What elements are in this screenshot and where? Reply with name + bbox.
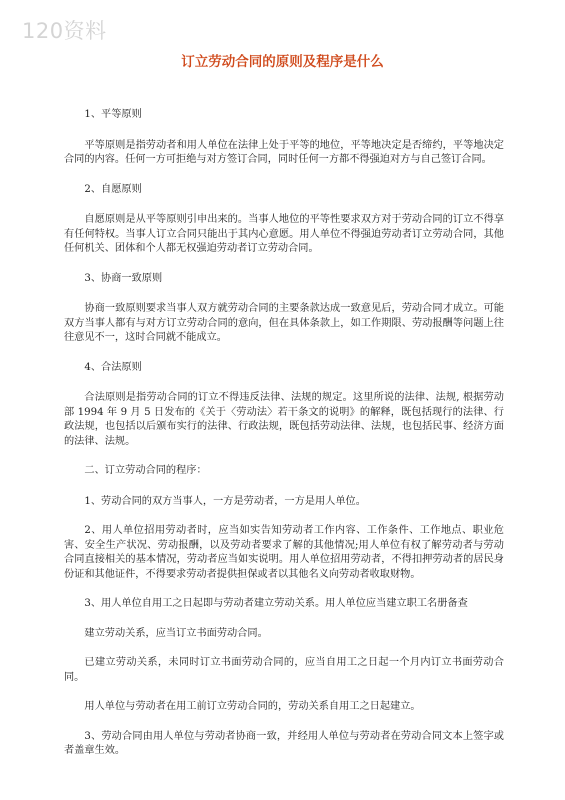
paragraph: 建立劳动关系，应当订立书面劳动合同。 (84, 627, 268, 639)
paragraph: 已建立劳动关系，未同时订立书面劳动合同的，应当自用工之日起一个月内订立书面劳动合同。 (64, 657, 504, 683)
paragraph: 平等原则是指劳动者和用人单位在法律上处于平等的地位，平等地决定是否缔约，平等地决定合同的内容。任何一方可拒绝与对方签订合同，同时任何一方都不得强迫对方与自己签订合同。 (64, 139, 504, 165)
section-heading: 2、自愿原则 (84, 183, 142, 195)
paragraph: 用人单位与劳动者在用工前订立劳动合同的，劳动关系自用工之日起建立。 (84, 701, 421, 712)
document-body (64, 108, 504, 774)
section-heading: 1、平等原则 (84, 109, 142, 120)
paragraph: 协商一致原则要求当事人双方就劳动合同的主要条款达成一致意见后，劳动合同才成立。可能双方当事人都有与对方订立劳动合同的意向，但在具体条款上，如工作期限、劳动报酬等问题上往往意见不一，这时合同就不能成立。 (64, 303, 504, 343)
paragraph: 2、用人单位招用劳动者时，应当如实告知劳动者工作内容、工作条件、工作地点、职业危害、安全生产状况、劳动报酬，以及劳动者要求了解的其他情况;用人单位有权了解劳动者与劳动合同直接相关的基本情况，劳动者应当如实说明。用人单位招用劳动者，不得扣押劳动者的居民身份证和其他证件，不得要求劳动者提供担保或者以其他名义向劳动者收取财物。 (64, 525, 504, 580)
paragraph: 1、劳动合同的双方当事人，一方是劳动者，一方是用人单位。 (84, 495, 366, 507)
section-heading: 3、协商一致原则 (84, 272, 163, 284)
paragraph: 合法原则是指劳动合同的订立不得违反法律、法规的规定。这里所说的法律、法规, 根据劳动部 1994 年 9 月 5 日发布的《关于〈劳动法〉若干条文的说明》的解释，既包括现行的法律、行政法规，也包括以后颁布实行的法律、行政法规，既包括劳动法律、法规，也包括民事、经济方面的法律、法规。 (64, 392, 504, 447)
paragraph: 3、用人单位自用工之日起即与劳动者建立劳动关系。用人单位应当建立职工名册备查 (84, 598, 468, 609)
section-heading: 4、合法原则 (84, 361, 142, 373)
paragraph: 3、劳动合同由用人单位与劳动者协商一致，并经用人单位与劳动者在劳动合同文本上签字或者盖章生效。 (64, 730, 504, 756)
watermark: 120资料 (22, 19, 107, 43)
document-title: 订立劳动合同的原则及程序是什么 (181, 54, 384, 70)
paragraph: 自愿原则是从平等原则引申出来的。当事人地位的平等性要求双方对于劳动合同的订立不得享有任何特权。当事人订立合同只能出于其内心意愿。用人单位不得强迫劳动者订立劳动合同，其他任何机关、团体和个人都无权强迫劳动者订立劳动合同。 (64, 214, 504, 254)
section-heading: 二、订立劳动合同的程序： (84, 465, 207, 476)
